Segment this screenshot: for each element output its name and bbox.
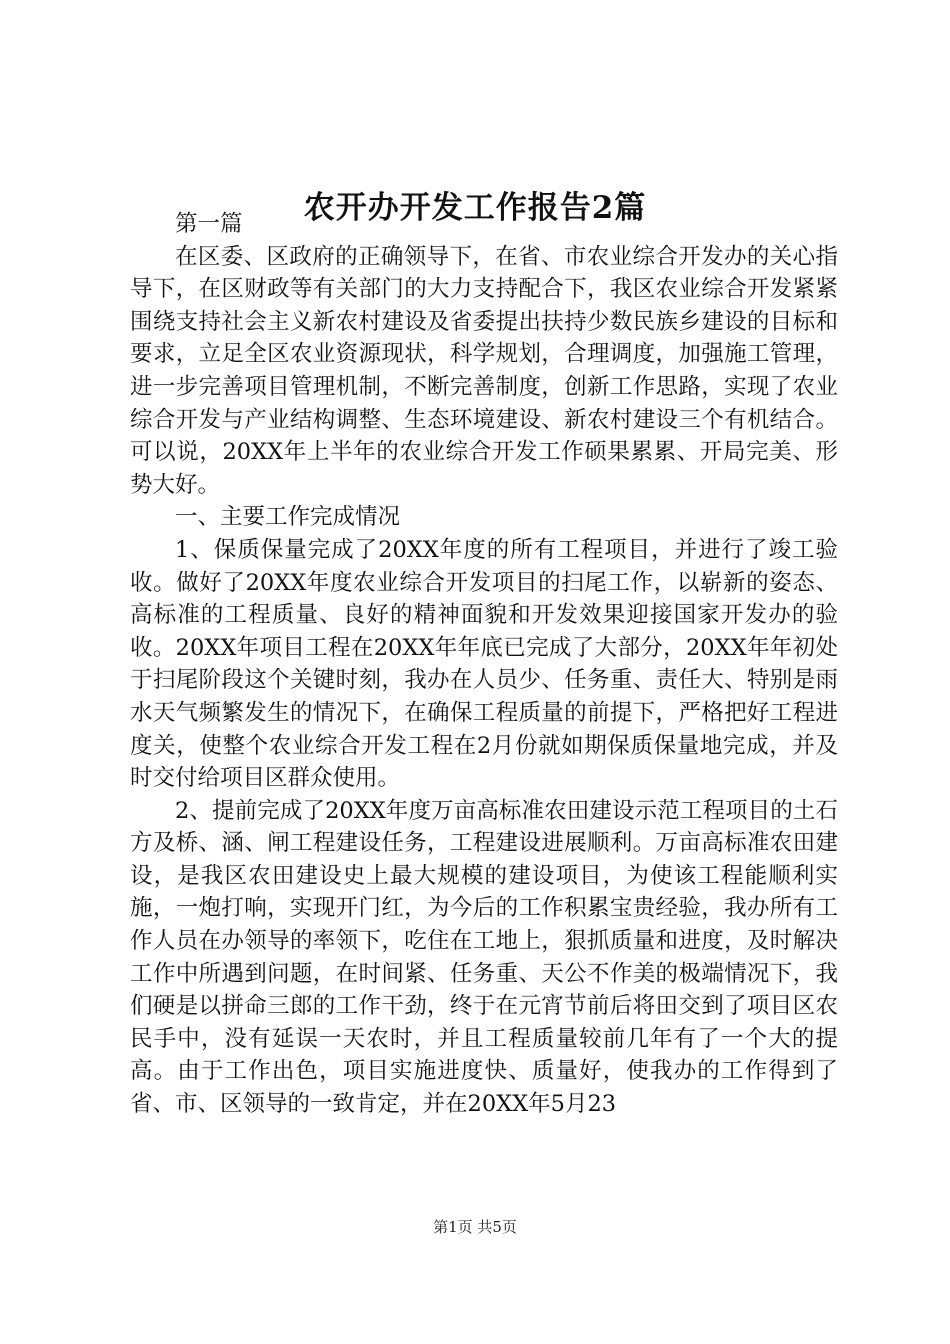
page-footer: 第1页 共5页 — [433, 1218, 517, 1236]
document-body — [130, 208, 838, 1121]
body-paragraph: 在区委、区政府的正确领导下，在省、市农业综合开发办的关心指导下，在区财政等有关部门的大力支持配合下，我区农业综合开发紧紧围绕支持社会主义新农村建设及省委提出扶持少数民族乡建设的目标和要求，立足全区农业资源现状，科学规划，合理调度，加强施工管理，进一步完善项目管理机制，不断完善制度，创新工作思路，实现了农业综合开发与产业结构调整、生态环境建设、新农村建设三个有机结合。可以说，20XX年上半年的农业综合开发工作硕果累累、开局完美、形势大好。 — [130, 243, 838, 498]
body-paragraph: 2、提前完成了20XX年度万亩高标准农田建设示范工程项目的土石方及桥、涵、闸工程建设任务，工程建设进展顺利。万亩高标准农田建设，是我区农田建设史上最大规模的建设项目，为使该工程能顺利实施，一炮打响，实现开门红，为今后的工作积累宝贵经验，我办所有工作人员在办领导的率领下，吃住在工地上，狠抓质量和进度，及时解决工作中所遇到问题，在时间紧、任务重、天公不作美的极端情况下，我们硬是以拼命三郎的工作干劲，终于在元宵节前后将田交到了项目区农民手中，没有延误一天农时，并且工程质量较前几年有了一个大的提高。由于工作出色，项目实施进度快、质量好，使我办的工作得到了省、市、区领导的一致肯定，并在20XX年5月23 — [130, 797, 838, 1118]
body-paragraph: 1、保质保量完成了20XX年度的所有工程项目，并进行了竣工验收。做好了20XX年度农业综合开发项目的扫尾工作，以崭新的姿态、高标准的工程质量、良好的精神面貌和开发效果迎接国家开发办的验收。20XX年项目工程在20XX年年底已完成了大部分，20XX年年初处于扫尾阶段这个关键时刻，我办在人员少、任务重、责任大、特别是雨水天气频繁发生的情况下，在确保工程质量的前提下，严格把好工程进度关，使整个农业综合开发工程在2月份就如期保质保量地完成，并及时交付给项目区群众使用。 — [130, 536, 838, 792]
section-heading: 第一篇 — [175, 211, 243, 237]
subsection-heading: 一、主要工作完成情况 — [175, 504, 401, 531]
document-title: 农开办开发工作报告2篇 — [303, 190, 647, 226]
